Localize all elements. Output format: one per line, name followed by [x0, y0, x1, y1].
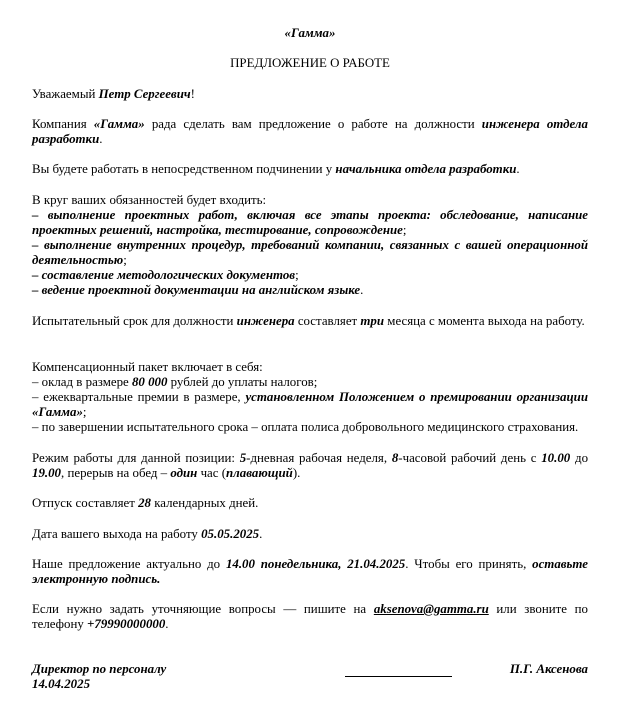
company-title: «Гамма» — [284, 26, 336, 40]
schedule-text: -часовой рабочий день с — [398, 451, 542, 465]
contacts-text: или звоните по телефону — [32, 602, 588, 631]
probation-text: Испытательный срок для должности — [32, 314, 237, 328]
lunch-duration: один — [170, 466, 198, 480]
start-date: 05.05.2025 — [201, 527, 260, 541]
subordination-text: Вы будете работать в непосредственном подчинении у — [32, 162, 336, 176]
probation-paragraph — [32, 314, 588, 329]
contacts-paragraph — [32, 602, 588, 632]
probation-position: инженера — [236, 314, 295, 328]
subordination-text: . — [516, 162, 520, 176]
bonus-text: – ежеквартальные премии в размере, — [32, 390, 246, 404]
lunch-type: плавающий — [226, 466, 293, 480]
bonus-item — [32, 390, 588, 420]
schedule-text: час ( — [197, 466, 227, 480]
recipient-name: Петр Сергеевич — [98, 87, 191, 101]
manager-title: начальника отдела разработки — [335, 162, 517, 176]
probation-months: три — [360, 314, 385, 328]
deadline-text: . Чтобы его принять, — [405, 557, 533, 571]
compensation-section — [32, 360, 588, 435]
bonus-rule: установленном Положением о премировании организации «Гамма» — [32, 390, 588, 419]
signature-date: 14.04.2025 — [32, 677, 91, 691]
contacts-text: . — [165, 617, 169, 631]
bonus-text: ; — [82, 405, 87, 419]
contact-email-link[interactable]: aksenova@gamma.ru — [373, 602, 489, 616]
compensation-lead: Компенсационный пакет включает в себя: — [32, 360, 263, 374]
schedule-text: , перерыв на обед – — [61, 466, 171, 480]
duty-dash: – — [32, 208, 48, 222]
probation-text: месяца с момента выхода на работу. — [384, 314, 585, 328]
greeting — [32, 87, 588, 102]
vacation-text: Отпуск составляет — [32, 496, 139, 510]
schedule-text: -дневная рабочая неделя, — [246, 451, 392, 465]
intro-text: . — [99, 132, 103, 146]
vacation-days: 28 — [138, 496, 151, 510]
duty-end: . — [360, 283, 364, 297]
duty-item — [32, 268, 588, 283]
duty-text: ведение проектной документации на английском языке — [41, 283, 361, 297]
salary-amount: 80 000 — [131, 375, 168, 389]
schedule-text: ). — [292, 466, 301, 480]
signatory-title: Директор по персоналу — [32, 662, 167, 676]
signature-line — [345, 662, 452, 677]
deadline-paragraph — [32, 557, 588, 587]
letter-heading: ПРЕДЛОЖЕНИЕ О РАБОТЕ — [230, 56, 390, 70]
duty-text: составление методологических документов — [41, 268, 296, 282]
duties-section — [32, 193, 588, 298]
accept-action: оставьте электронную подпись. — [32, 557, 589, 586]
schedule-text: до — [570, 451, 589, 465]
duty-text: выполнение проектных работ, включая все этапы проекта: обследование, написание проектных решений, настройка, тестирование, сопровождение — [32, 208, 588, 237]
duty-item — [32, 283, 588, 298]
duty-end: ; — [402, 223, 407, 237]
work-start: 10.00 — [541, 451, 571, 465]
intro-text: Компания — [32, 117, 94, 131]
salary-text: – оклад в размере — [32, 375, 132, 389]
insurance-item: – по завершении испытательного срока – оплата полиса добровольного медицинского страхования. — [32, 420, 579, 434]
workdays: 5 — [239, 451, 247, 465]
start-date-paragraph — [32, 527, 588, 542]
subordination-paragraph — [32, 162, 588, 177]
company-name: «Гамма» — [93, 117, 145, 131]
vacation-paragraph — [32, 496, 588, 511]
salary-text: рублей до уплаты налогов; — [167, 375, 318, 389]
deadline-text: Наше предложение актуально до — [32, 557, 226, 571]
greeting-suffix: ! — [190, 87, 195, 101]
duty-dash: – — [32, 283, 42, 297]
deadline-date: 14.00 понедельника, 21.04.2025 — [225, 557, 406, 571]
salary-item — [32, 375, 588, 390]
contact-phone: +79990000000 — [87, 617, 166, 631]
probation-text: составляет — [294, 314, 361, 328]
vacation-text: календарных дней. — [150, 496, 259, 510]
greeting-prefix: Уважаемый — [32, 87, 99, 101]
duty-dash: – — [32, 268, 42, 282]
schedule-paragraph — [32, 451, 588, 481]
duty-end: ; — [123, 253, 127, 267]
intro-text: рада сделать вам предложение о работе на должности — [144, 117, 482, 131]
start-date-text: . — [259, 527, 263, 541]
duty-item — [32, 238, 588, 268]
workhours: 8 — [391, 451, 399, 465]
contacts-text: Если нужно задать уточняющие вопросы — пишите на — [32, 602, 374, 616]
intro-paragraph — [32, 117, 588, 147]
signatory-name: П.Г. Аксенова — [509, 662, 588, 676]
duties-lead: В круг ваших обязанностей будет входить: — [32, 193, 267, 207]
schedule-text: Режим работы для данной позиции: — [32, 451, 240, 465]
duty-dash: – — [32, 238, 45, 252]
start-date-text: Дата вашего выхода на работу — [32, 527, 202, 541]
duty-item — [32, 208, 588, 238]
duty-text: выполнение внутренних процедур, требований компании, связанных с вашей операционной деятельностью — [32, 238, 589, 267]
position-name: инженера отдела разработки — [32, 117, 588, 146]
work-end: 19.00 — [32, 466, 62, 480]
duty-end: ; — [295, 268, 299, 282]
